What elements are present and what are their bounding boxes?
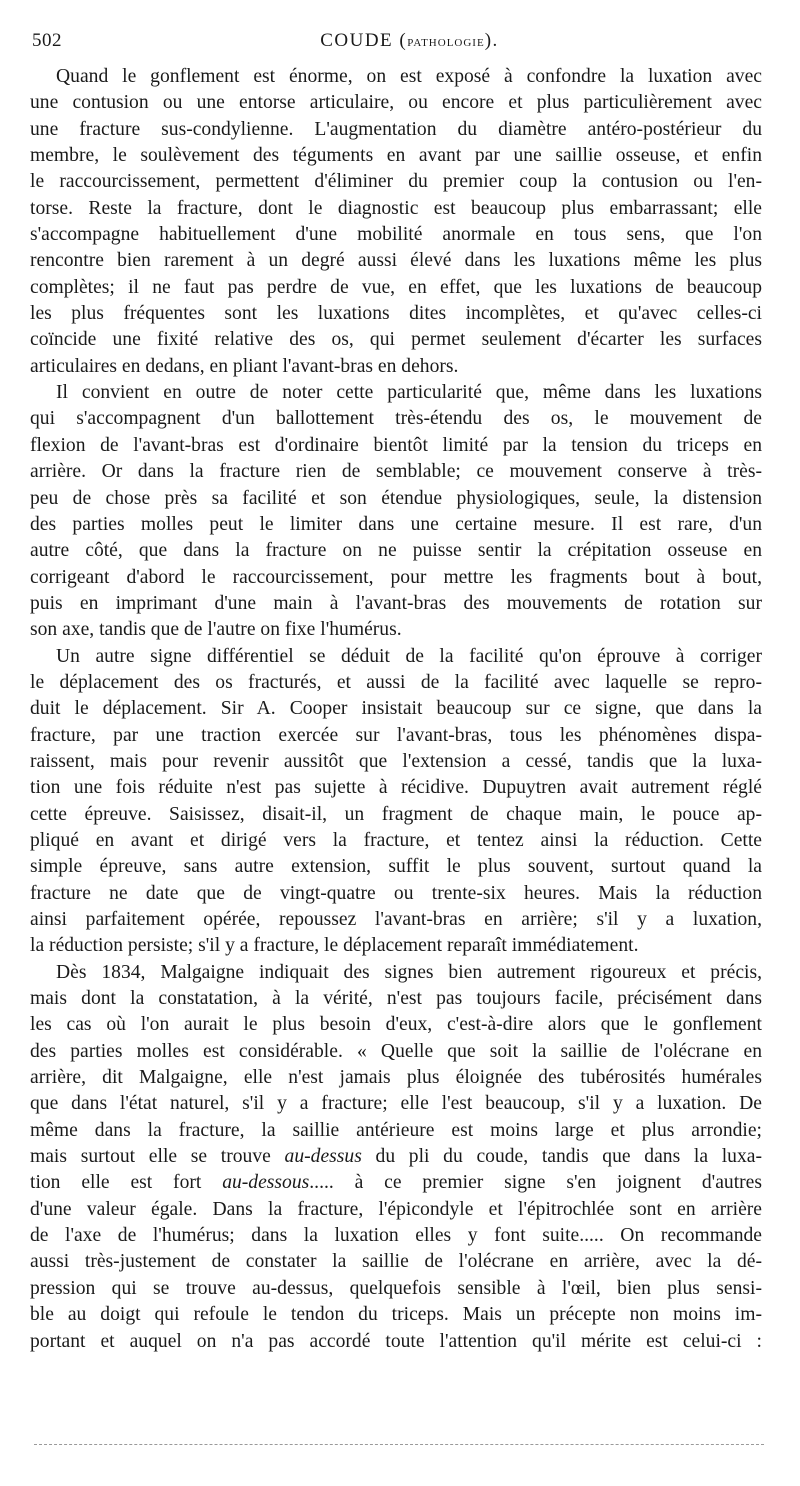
text-line: cette épreuve. Saisissez, disait-il, un fragment de chaque main, le pouce ap- xyxy=(30,803,762,825)
text-line: pression qui se trouve au-dessus, quelquefois sensible à l'œil, bien plus sensi- xyxy=(30,1277,762,1299)
text-line: simple épreuve, sans autre extension, suffit le plus souvent, surtout quand la xyxy=(30,856,762,878)
text-line: mais dont la constatation, à la vérité, n'est pas toujours facile, précisément dans xyxy=(30,988,762,1010)
text-line: flexion de l'avant-bras est d'ordinaire bientôt limité par la tension du triceps en xyxy=(30,434,762,456)
text-line: s'accompagne habituellement d'une mobilité anormale en tous sens, que l'on xyxy=(30,224,762,246)
text-line: articulaires en dedans, en pliant l'avant-bras en dehors. xyxy=(30,355,459,377)
running-title-main: COUDE ( xyxy=(320,30,408,51)
text-line: puis en imprimant d'une main à l'avant-bras des mouvements de rotation sur xyxy=(30,592,762,614)
text-line: aussi très-justement de constater la saillie de l'olécrane en arrière, avec la dé- xyxy=(30,1251,762,1273)
text-line: coïncide une fixité relative des os, qui permet seulement d'écarter les surfaces xyxy=(30,329,762,351)
text-line: des parties molles est considérable. « Quelle que soit la saillie de l'olécrane en xyxy=(30,1040,762,1062)
footer-divider xyxy=(34,1444,764,1445)
text-line: d'une valeur égale. Dans la fracture, l'épicondyle et l'épitrochlée sont en arrière xyxy=(30,1198,762,1220)
text-line: tion elle est fort au-dessous..... à ce premier signe s'en joignent d'autres xyxy=(30,1172,762,1194)
text-line: mais surtout elle se trouve au-dessus du pli du coude, tandis que dans la luxa- xyxy=(30,1146,762,1168)
page-number: 502 xyxy=(32,30,62,51)
text-line: son axe, tandis que de l'autre on fixe l'humérus. xyxy=(30,619,402,641)
emphasis: au-dessous xyxy=(222,1172,310,1194)
text-line: rencontre bien rarement à un degré aussi élevé dans les luxations même les plus xyxy=(30,250,762,272)
running-title xyxy=(32,30,762,52)
running-title-subject: pathologie xyxy=(407,33,485,50)
text-line: le raccourcissement, permettent d'éliminer du premier coup la contusion ou l'en- xyxy=(30,171,762,193)
text-line: que dans l'état naturel, s'il y a fracture; elle l'est beaucoup, s'il y a luxation. De xyxy=(30,1093,762,1115)
text-line: même dans la fracture, la saillie antérieure est moins large et plus arrondie; xyxy=(30,1119,762,1141)
text-line: complètes; il ne faut pas perdre de vue, en effet, que les luxations de beaucoup xyxy=(30,276,762,298)
running-header xyxy=(32,30,762,60)
text-line: peu de chose près sa facilité et son étendue physiologiques, seule, la distension xyxy=(30,487,762,509)
text-line: qui s'accompagnent d'un ballottement très-étendu des os, le mouvement de xyxy=(30,408,762,430)
running-title-end: ). xyxy=(484,30,499,51)
text-line: Il convient en outre de noter cette particularité que, même dans les luxations xyxy=(56,382,762,404)
text-line: membre, le soulèvement des téguments en avant par une saillie osseuse, et enfin xyxy=(30,145,762,167)
text-line: Quand le gonflement est énorme, on est exposé à confondre la luxation avec xyxy=(56,66,762,87)
text-line: Dès 1834, Malgaigne indiquait des signes bien autrement rigoureux et précis, xyxy=(56,961,762,983)
text-line: torse. Reste la fracture, dont le diagnostic est beaucoup plus embarrassant; elle xyxy=(30,197,762,219)
emphasis: au-dessus xyxy=(284,1146,362,1168)
text-line: une fracture sus-condylienne. L'augmentation du diamètre antéro-postérieur du xyxy=(30,118,762,140)
text-line: tion une fois réduite n'est pas sujette à récidive. Dupuytren avait autrement réglé xyxy=(30,777,762,799)
text-line: Un autre signe différentiel se déduit de la facilité qu'on éprouve à corriger xyxy=(56,645,762,667)
text-line: une contusion ou une entorse articulaire, ou encore et plus particulièrement avec xyxy=(30,92,762,114)
text-line: fracture ne date que de vingt-quatre ou trente-six heures. Mais la réduction xyxy=(30,882,762,904)
text-line: arrière. Or dans la fracture rien de semblable; ce mouvement conserve à très- xyxy=(30,461,762,483)
text-line: la réduction persiste; s'il y a fracture, le déplacement reparaît immédiatement. xyxy=(30,935,639,957)
text-line: des parties molles peut le limiter dans une certaine mesure. Il est rare, d'un xyxy=(30,513,762,535)
text-line: corrigeant d'abord le raccourcissement, pour mettre les fragments bout à bout, xyxy=(30,566,762,588)
text-line: le déplacement des os fracturés, et aussi de la facilité avec laquelle se repro- xyxy=(30,671,762,693)
text-line: pliqué en avant et dirigé vers la fracture, et tentez ainsi la réduction. Cette xyxy=(30,829,762,851)
text-line: portant et auquel on n'a pas accordé toute l'attention qu'il mérite est celui-ci : xyxy=(30,1330,762,1352)
text-line: les plus fréquentes sont les luxations dites incomplètes, et qu'avec celles-ci xyxy=(30,303,762,325)
text-line: duit le déplacement. Sir A. Cooper insistait beaucoup sur ce signe, que dans la xyxy=(30,698,762,720)
body-text xyxy=(30,64,762,1355)
text-line: les cas où l'on aurait le plus besoin d'eux, c'est-à-dire alors que le gonflement xyxy=(30,1014,762,1036)
text-line: raissent, mais pour revenir aussitôt que l'extension a cessé, tandis que la luxa- xyxy=(30,750,762,772)
text-line: ble au doigt qui refoule le tendon du triceps. Mais un précepte non moins im- xyxy=(30,1304,762,1326)
text-line: fracture, par une traction exercée sur l'avant-bras, tous les phénomènes dispa- xyxy=(30,724,762,746)
text-line: autre côté, que dans la fracture on ne puisse sentir la crépitation osseuse en xyxy=(30,540,762,562)
text-line: arrière, dit Malgaigne, elle n'est jamais plus éloignée des tubérosités humérales xyxy=(30,1067,762,1089)
text-line: ainsi parfaitement opérée, repoussez l'avant-bras en arrière; s'il y a luxation, xyxy=(30,909,762,930)
text-line: de l'axe de l'humérus; dans la luxation elles y font suite..... On recommande xyxy=(30,1225,762,1247)
